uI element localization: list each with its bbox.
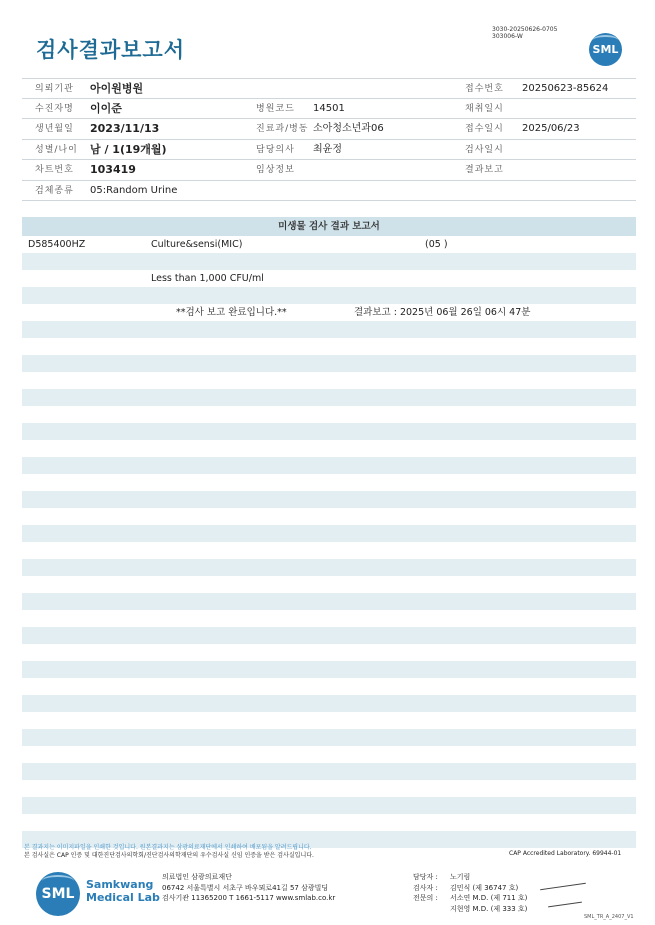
table-row <box>22 576 636 593</box>
brand-name <box>86 878 160 904</box>
table-row <box>22 814 636 831</box>
info-label: 접수번호 <box>465 84 504 94</box>
table-row <box>22 457 636 474</box>
info-label: 차트번호 <box>35 165 74 175</box>
table-row <box>22 423 636 440</box>
cap-notice: 본 검사실은 CAP 인증 및 대한진단검사의학회/진단검사의학재단의 우수검사실 신임 인증을 받은 검사실입니다. <box>24 852 314 859</box>
staff-role: 전문의 : <box>413 894 438 902</box>
table-row <box>22 729 636 746</box>
info-value: 05:Random Urine <box>90 184 178 196</box>
table-row <box>22 763 636 780</box>
document-code-1: 3030-20250626-0705 <box>492 26 558 33</box>
info-row <box>22 119 636 140</box>
info-value: 남 / 1(19개월) <box>90 142 167 156</box>
info-value: 14501 <box>313 102 345 114</box>
staff-name: 지현영 M.D. (제 333 호) <box>450 904 528 913</box>
staff-name: 서소연 M.D. (제 711 호) <box>450 894 528 902</box>
sml-footer-logo <box>36 872 80 916</box>
table-row <box>22 627 636 644</box>
table-row <box>22 610 636 627</box>
info-label: 검사일시 <box>465 144 504 155</box>
table-row <box>22 525 636 542</box>
sml-logo-text: SML <box>592 43 619 56</box>
table-row <box>22 746 636 763</box>
info-label: 의뢰기관 <box>35 84 74 94</box>
table-row <box>22 372 636 389</box>
info-row <box>22 160 636 181</box>
table-row <box>22 236 636 253</box>
info-label: 병원코드 <box>256 103 295 114</box>
brand-line-1: Samkwang <box>86 878 154 891</box>
signature-mark <box>540 883 586 890</box>
table-row <box>22 321 636 338</box>
info-label: 성별/나이 <box>35 144 78 155</box>
info-value: 2025/06/23 <box>522 123 580 134</box>
staff-name: 김민식 (제 36747 호) <box>450 883 519 892</box>
info-value: 103419 <box>90 163 136 176</box>
table-row <box>22 542 636 559</box>
table-row <box>22 797 636 814</box>
staff-role: 검사자 : <box>413 883 438 892</box>
report-datetime: 결과보고 : 2025년 06월 26일 06시 47분 <box>354 307 531 318</box>
staff-name: 노기림 <box>450 873 471 881</box>
info-value: 20250623-85624 <box>522 83 609 94</box>
table-row <box>22 440 636 457</box>
report-title: 검사결과보고서 <box>36 38 186 62</box>
info-label: 결과보고 <box>465 165 504 175</box>
table-row <box>22 474 636 491</box>
info-row <box>22 181 636 202</box>
table-row <box>22 355 636 372</box>
logo-arc-icon <box>42 875 74 887</box>
info-label: 생년월일 <box>35 124 74 134</box>
table-row <box>22 695 636 712</box>
logo-arc-icon <box>593 35 618 45</box>
brand-line-2: Medical Lab <box>86 891 160 904</box>
table-row <box>22 338 636 355</box>
document-code-2: 303006-W <box>492 33 523 40</box>
report-complete-text: **검사 보고 완료입니다.** <box>176 307 287 318</box>
image-notice: 본 결과지는 이미지파일을 인쇄한 것입니다. 원본결과지는 삼광의료재단에서 인쇄하여 배포됨을 알려드립니다. <box>24 844 312 851</box>
info-row <box>22 78 636 99</box>
test-code: D585400HZ <box>28 239 86 250</box>
info-value: 이이준 <box>90 101 122 115</box>
info-label: 검체종류 <box>35 185 74 196</box>
info-label: 진료과/병동 <box>256 124 309 134</box>
table-row <box>22 712 636 729</box>
address-line: 06742 서울특별시 서초구 바우뫼로41길 57 삼광빌딩 <box>162 883 329 892</box>
table-row <box>22 678 636 695</box>
table-row <box>22 508 636 525</box>
table-row <box>22 644 636 661</box>
sml-footer-logo-text: SML <box>41 886 75 902</box>
table-row <box>22 406 636 423</box>
staff-role: 담당자 : <box>413 873 438 881</box>
cap-accreditation: CAP Accredited Laboratory. 69944-01 <box>509 850 622 857</box>
test-value: (05 ) <box>425 239 448 250</box>
info-value: 소아청소년과06 <box>313 123 384 134</box>
table-row <box>22 593 636 610</box>
results-header: 미생물 검사 결과 보고서 <box>22 217 636 236</box>
test-result: Less than 1,000 CFU/ml <box>151 273 264 284</box>
lab-address <box>162 872 335 904</box>
patient-info-grid <box>22 78 636 201</box>
form-code: SML_TR_A_2407_V1 <box>584 914 634 920</box>
table-row <box>22 287 636 304</box>
info-row <box>22 99 636 120</box>
table-row <box>22 491 636 508</box>
info-value: 최윤정 <box>313 143 342 155</box>
table-row <box>22 304 636 321</box>
table-row <box>22 780 636 797</box>
info-label: 수진자명 <box>35 103 74 114</box>
info-label: 접수일시 <box>465 124 504 134</box>
document-codes <box>492 26 557 40</box>
info-value: 아이원병원 <box>90 82 144 95</box>
info-label: 임상정보 <box>256 165 295 175</box>
test-name: Culture&sensi(MIC) <box>151 239 243 250</box>
table-row <box>22 253 636 270</box>
info-label: 채취일시 <box>465 103 504 114</box>
info-row <box>22 140 636 161</box>
address-line: 의료법인 삼광의료재단 <box>162 873 232 881</box>
address-line: 검사기관 11365200 T 1661-5117 www.smlab.co.kr <box>162 894 336 902</box>
table-row <box>22 389 636 406</box>
info-label: 담당의사 <box>256 144 295 155</box>
signature-mark <box>548 902 582 908</box>
table-row <box>22 661 636 678</box>
table-row <box>22 559 636 576</box>
results-table <box>22 217 636 848</box>
table-row <box>22 270 636 287</box>
info-value: 2023/11/13 <box>90 122 160 135</box>
sml-logo <box>589 33 622 66</box>
